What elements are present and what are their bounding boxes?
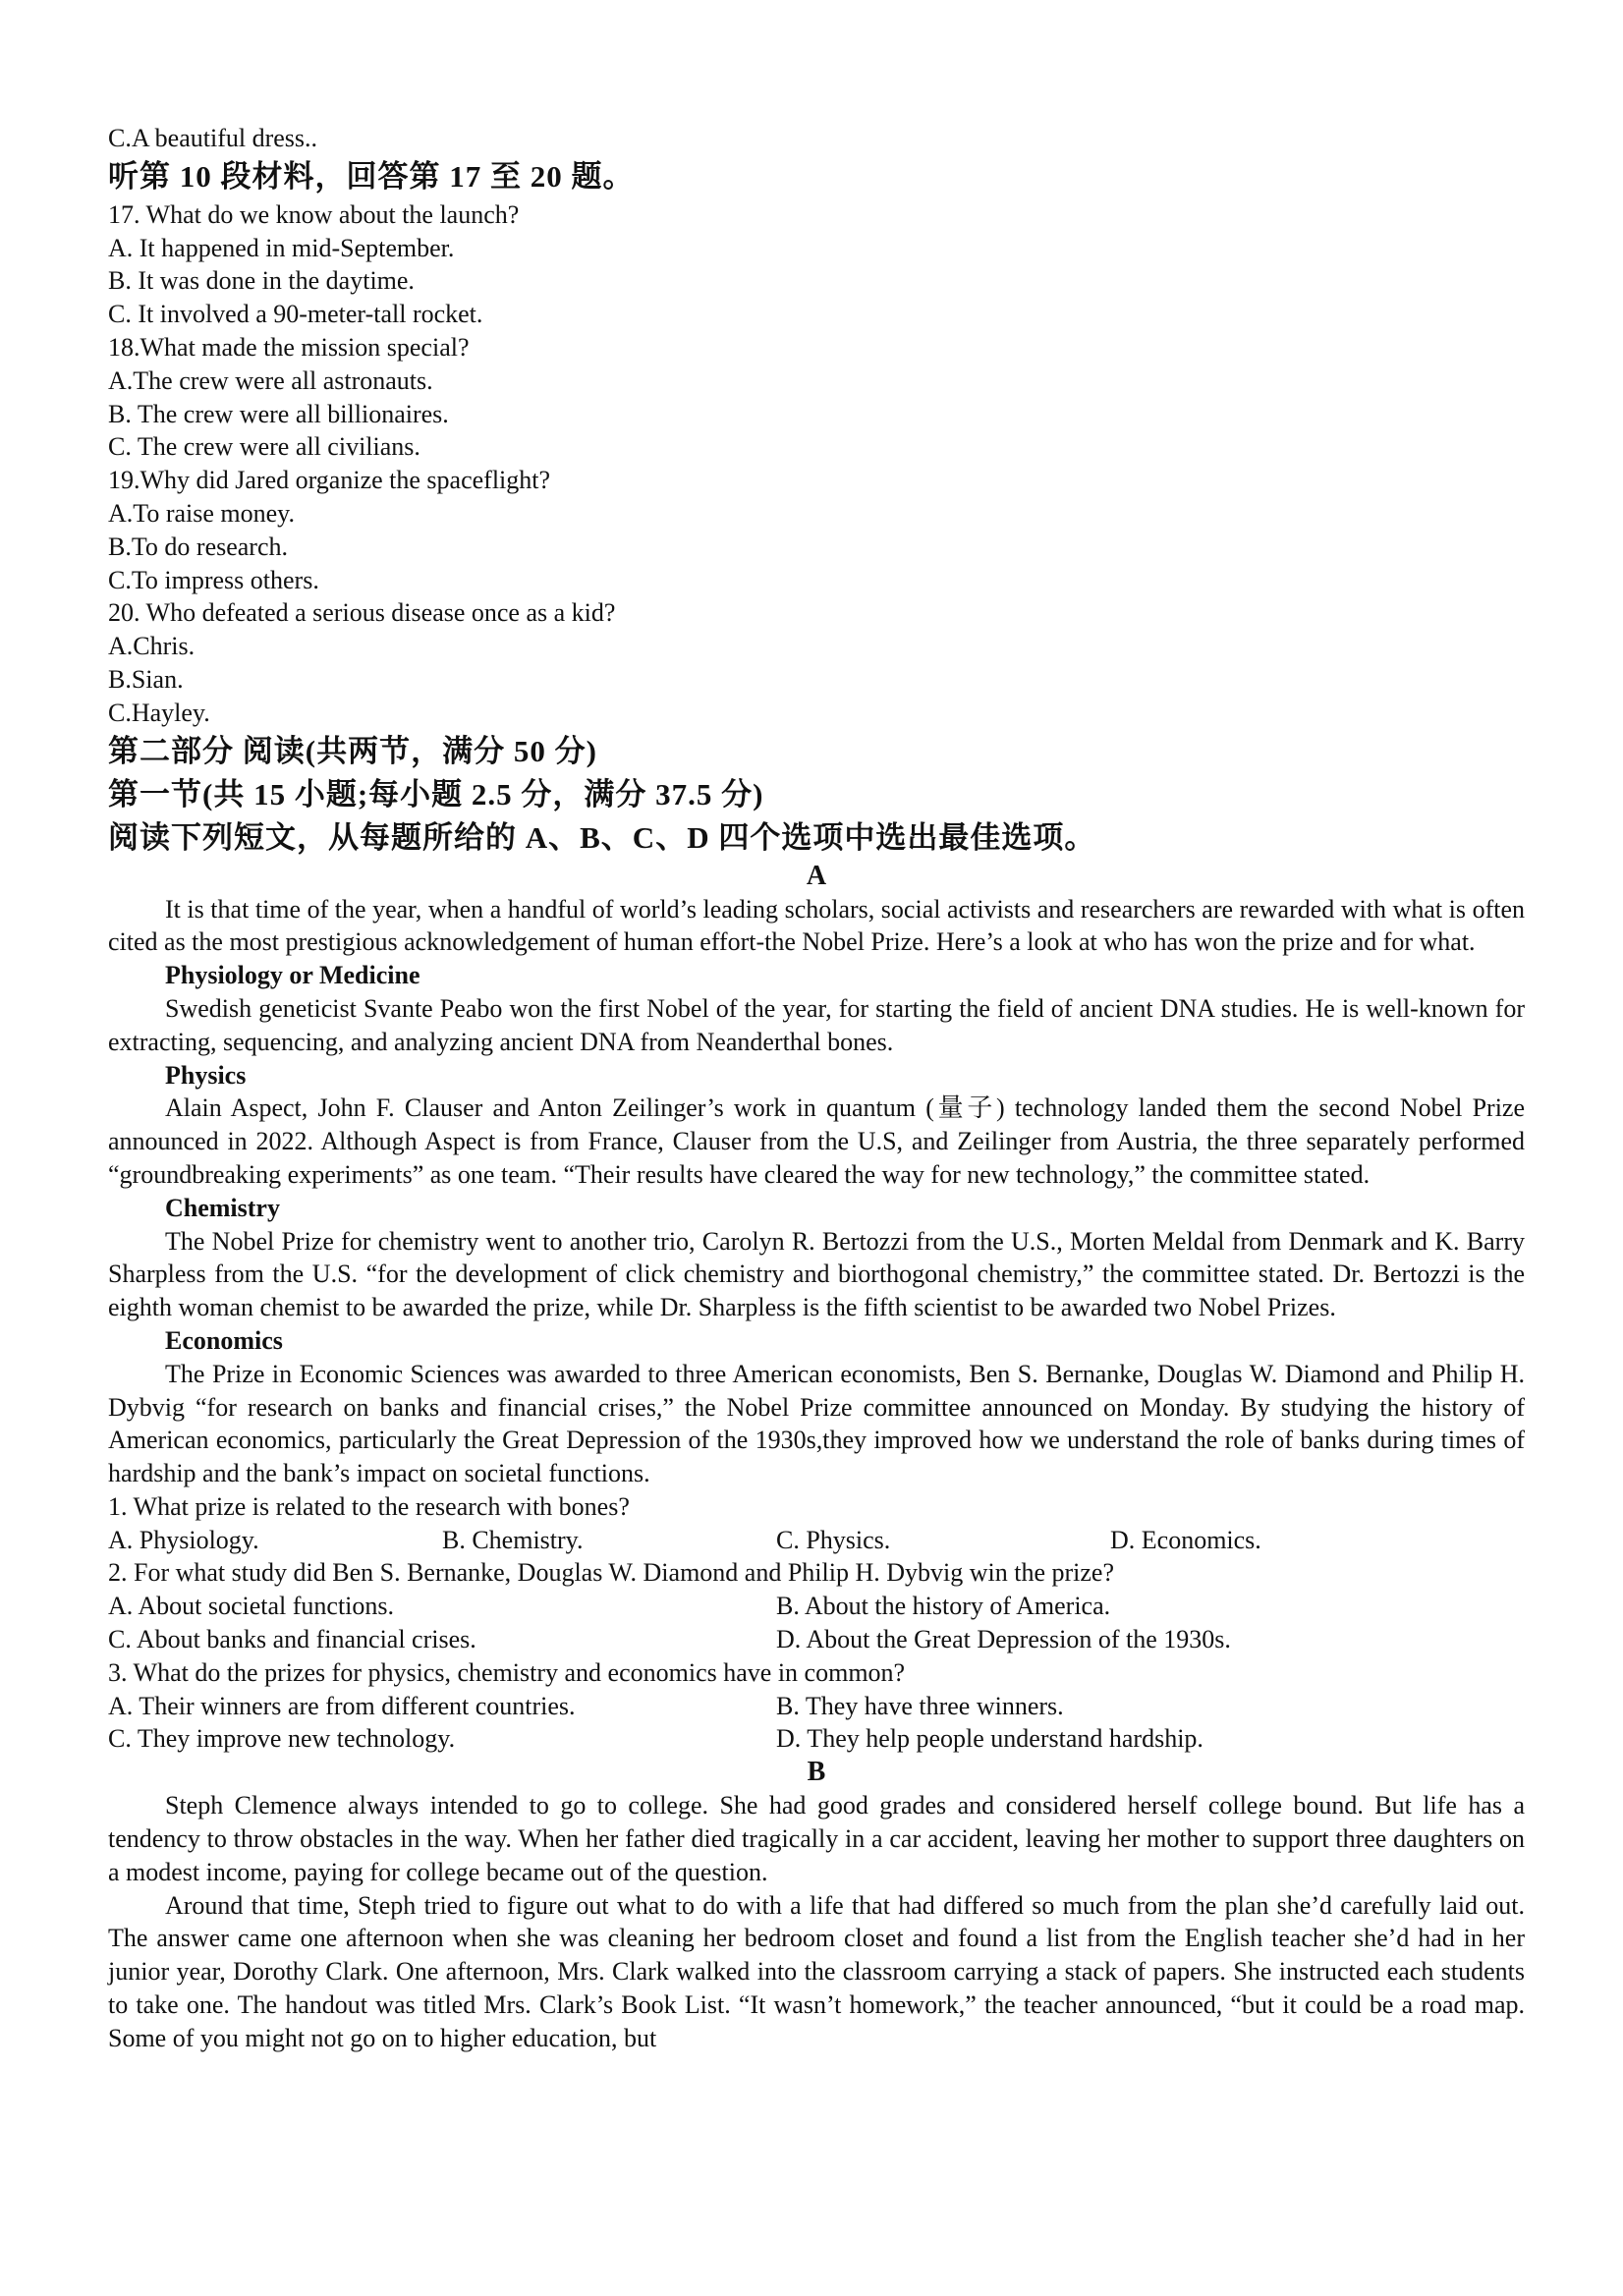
option-a: A. Physiology.: [108, 1525, 259, 1554]
option: A.To raise money.: [108, 498, 295, 528]
option-b: B. Chemistry.: [442, 1525, 584, 1554]
option: A. It happened in mid-September.: [108, 233, 455, 262]
question-stem: 20. Who defeated a serious disease once as a kid?: [108, 598, 616, 628]
passage-a-intro: It is that time of the year, when a handful of world’s leading scholars, social activists and researchers are rewarded with what is often cited as the most prestigious acknowledgement of human effort-the Nobel Prize. Here’s a look at who has won the prize and for what.: [108, 894, 1525, 957]
option-a: A. Their winners are from different countries.: [108, 1691, 576, 1720]
listening-question-20: [108, 596, 1525, 729]
paragraph-physiology: Swedish geneticist Svante Peabo won the first Nobel of the year, for starting the field of ancient DNA studies. He is well-known for extracting, sequencing, and analyzing ancient DNA from Neanderthal bones.: [108, 993, 1525, 1056]
option: A.The crew were all astronauts.: [108, 365, 433, 395]
reading-section-title: 第一节(共 15 小题;每小题 2.5 分，满分 37.5 分): [108, 776, 764, 812]
option-a: A. About societal functions.: [108, 1592, 395, 1621]
option-b: B. They have three winners.: [776, 1691, 1064, 1720]
reading-instruction: 阅读下列短文，从每题所给的 A、B、C、D 四个选项中选出最佳选项。: [108, 819, 1096, 855]
question-3-stem: 3. What do the prizes for physics, chemistry and economics have in common?: [108, 1657, 906, 1687]
passage-b-paragraph-1: Steph Clemence always intended to go to college. She had good grades and considered herself college bound. But life has a tendency to throw obstacles in the way. When her father died tragically in a car accident, leaving her mother to support three daughters on a modest income, paying for college became out of the question.: [108, 1791, 1525, 1886]
heading-chemistry: Chemistry: [165, 1193, 280, 1222]
option-d: D. About the Great Depression of the 1930s.: [776, 1625, 1231, 1654]
option-c: C. About banks and financial crises.: [108, 1625, 476, 1654]
option-c: C. Physics.: [776, 1525, 891, 1554]
heading-physics: Physics: [165, 1060, 247, 1090]
paragraph-chemistry: The Nobel Prize for chemistry went to another trio, Carolyn R. Bertozzi from the U.S., Morten Meldal from Denmark and K. Barry Sharpless from the U.S. “for the development of click chemistry and biorthogonal chemistry,” the committee stated. Dr. Bertozzi is the eighth woman chemist to be awarded the prize, while Dr. Sharpless is the fifth scientist to be awarded two Nobel Prizes.: [108, 1226, 1525, 1322]
question-stem: 18.What made the mission special?: [108, 332, 470, 362]
question-stem: 19.Why did Jared organize the spaceflight?: [108, 466, 551, 495]
option-d: D. Economics.: [1110, 1525, 1261, 1554]
option: C.Hayley.: [108, 698, 210, 727]
option-d: D. They help people understand hardship.: [776, 1724, 1203, 1754]
option: B. It was done in the daytime.: [108, 266, 415, 296]
heading-economics: Economics: [165, 1325, 283, 1355]
paragraph-economics: The Prize in Economic Sciences was awarded to three American economists, Ben S. Bernanke, Douglas W. Diamond and Philip H. Dybvig “for research on banks and financial crises,” the Nobel Prize committee announced on Monday. By studying the history of American economics, particularly the Great Depression of the 1930s,they improved how we understand the role of banks during times of hardship and the bank’s impact on societal functions.: [108, 1359, 1525, 1488]
reading-part-title: 第二部分 阅读(共两节，满分 50 分): [108, 733, 597, 768]
option-b: B. About the history of America.: [776, 1592, 1111, 1621]
option: B. The crew were all billionaires.: [108, 399, 449, 428]
listening-instruction: 听第 10 段材料，回答第 17 至 20 题。: [108, 158, 635, 194]
option: C.To impress others.: [108, 565, 319, 594]
passage-b-letter: B: [807, 1757, 826, 1788]
question-2-options: [108, 1590, 1525, 1656]
question-3-options: [108, 1690, 1525, 1757]
option: B.Sian.: [108, 664, 184, 694]
option-c: C. They improve new technology.: [108, 1724, 456, 1754]
listening-question-18: [108, 331, 1525, 464]
listening-option-top: C.A beautiful dress..: [108, 124, 318, 152]
listening-question-19: [108, 464, 1525, 596]
question-2-stem: 2. For what study did Ben S. Bernanke, Douglas W. Diamond and Philip H. Dybvig win the prize?: [108, 1558, 1115, 1588]
option: C. It involved a 90-meter-tall rocket.: [108, 300, 483, 329]
passage-a-letter: A: [806, 860, 827, 891]
option: B.To do research.: [108, 532, 289, 561]
passage-b-paragraph-2: Around that time, Steph tried to figure out what to do with a life that had differed so much from the plan she’d carefully laid out. The answer came one afternoon when she was cleaning her bedroom closet and found a list from the English teacher she’d had in her junior year, Dorothy Clark. One afternoon, Mrs. Clark walked into the classroom carrying a stack of papers. She instructed each students to take one. The handout was titled Mrs. Clark’s Book List. “It wasn’t homework,” the teacher announced, “but it could be a road map. Some of you might not go on to higher education, but: [108, 1890, 1525, 2052]
question-1-stem: 1. What prize is related to the research with bones?: [108, 1491, 630, 1521]
option: A.Chris.: [108, 632, 196, 661]
paragraph-physics: Alain Aspect, John F. Clauser and Anton Zeilinger’s work in quantum (量子) technology landed them the second Nobel Prize announced in 2022. Although Aspect is from France, Clauser from the U.S, and Zeilinger from Austria, the three separately performed “groundbreaking experiments” as one team. “Their results have cleared the way for new technology,” the committee stated.: [108, 1093, 1525, 1189]
question-1-options: [108, 1524, 1525, 1557]
option: C. The crew were all civilians.: [108, 432, 420, 462]
question-stem: 17. What do we know about the launch?: [108, 199, 520, 229]
listening-question-17: [108, 198, 1525, 331]
heading-physiology: Physiology or Medicine: [165, 961, 420, 990]
